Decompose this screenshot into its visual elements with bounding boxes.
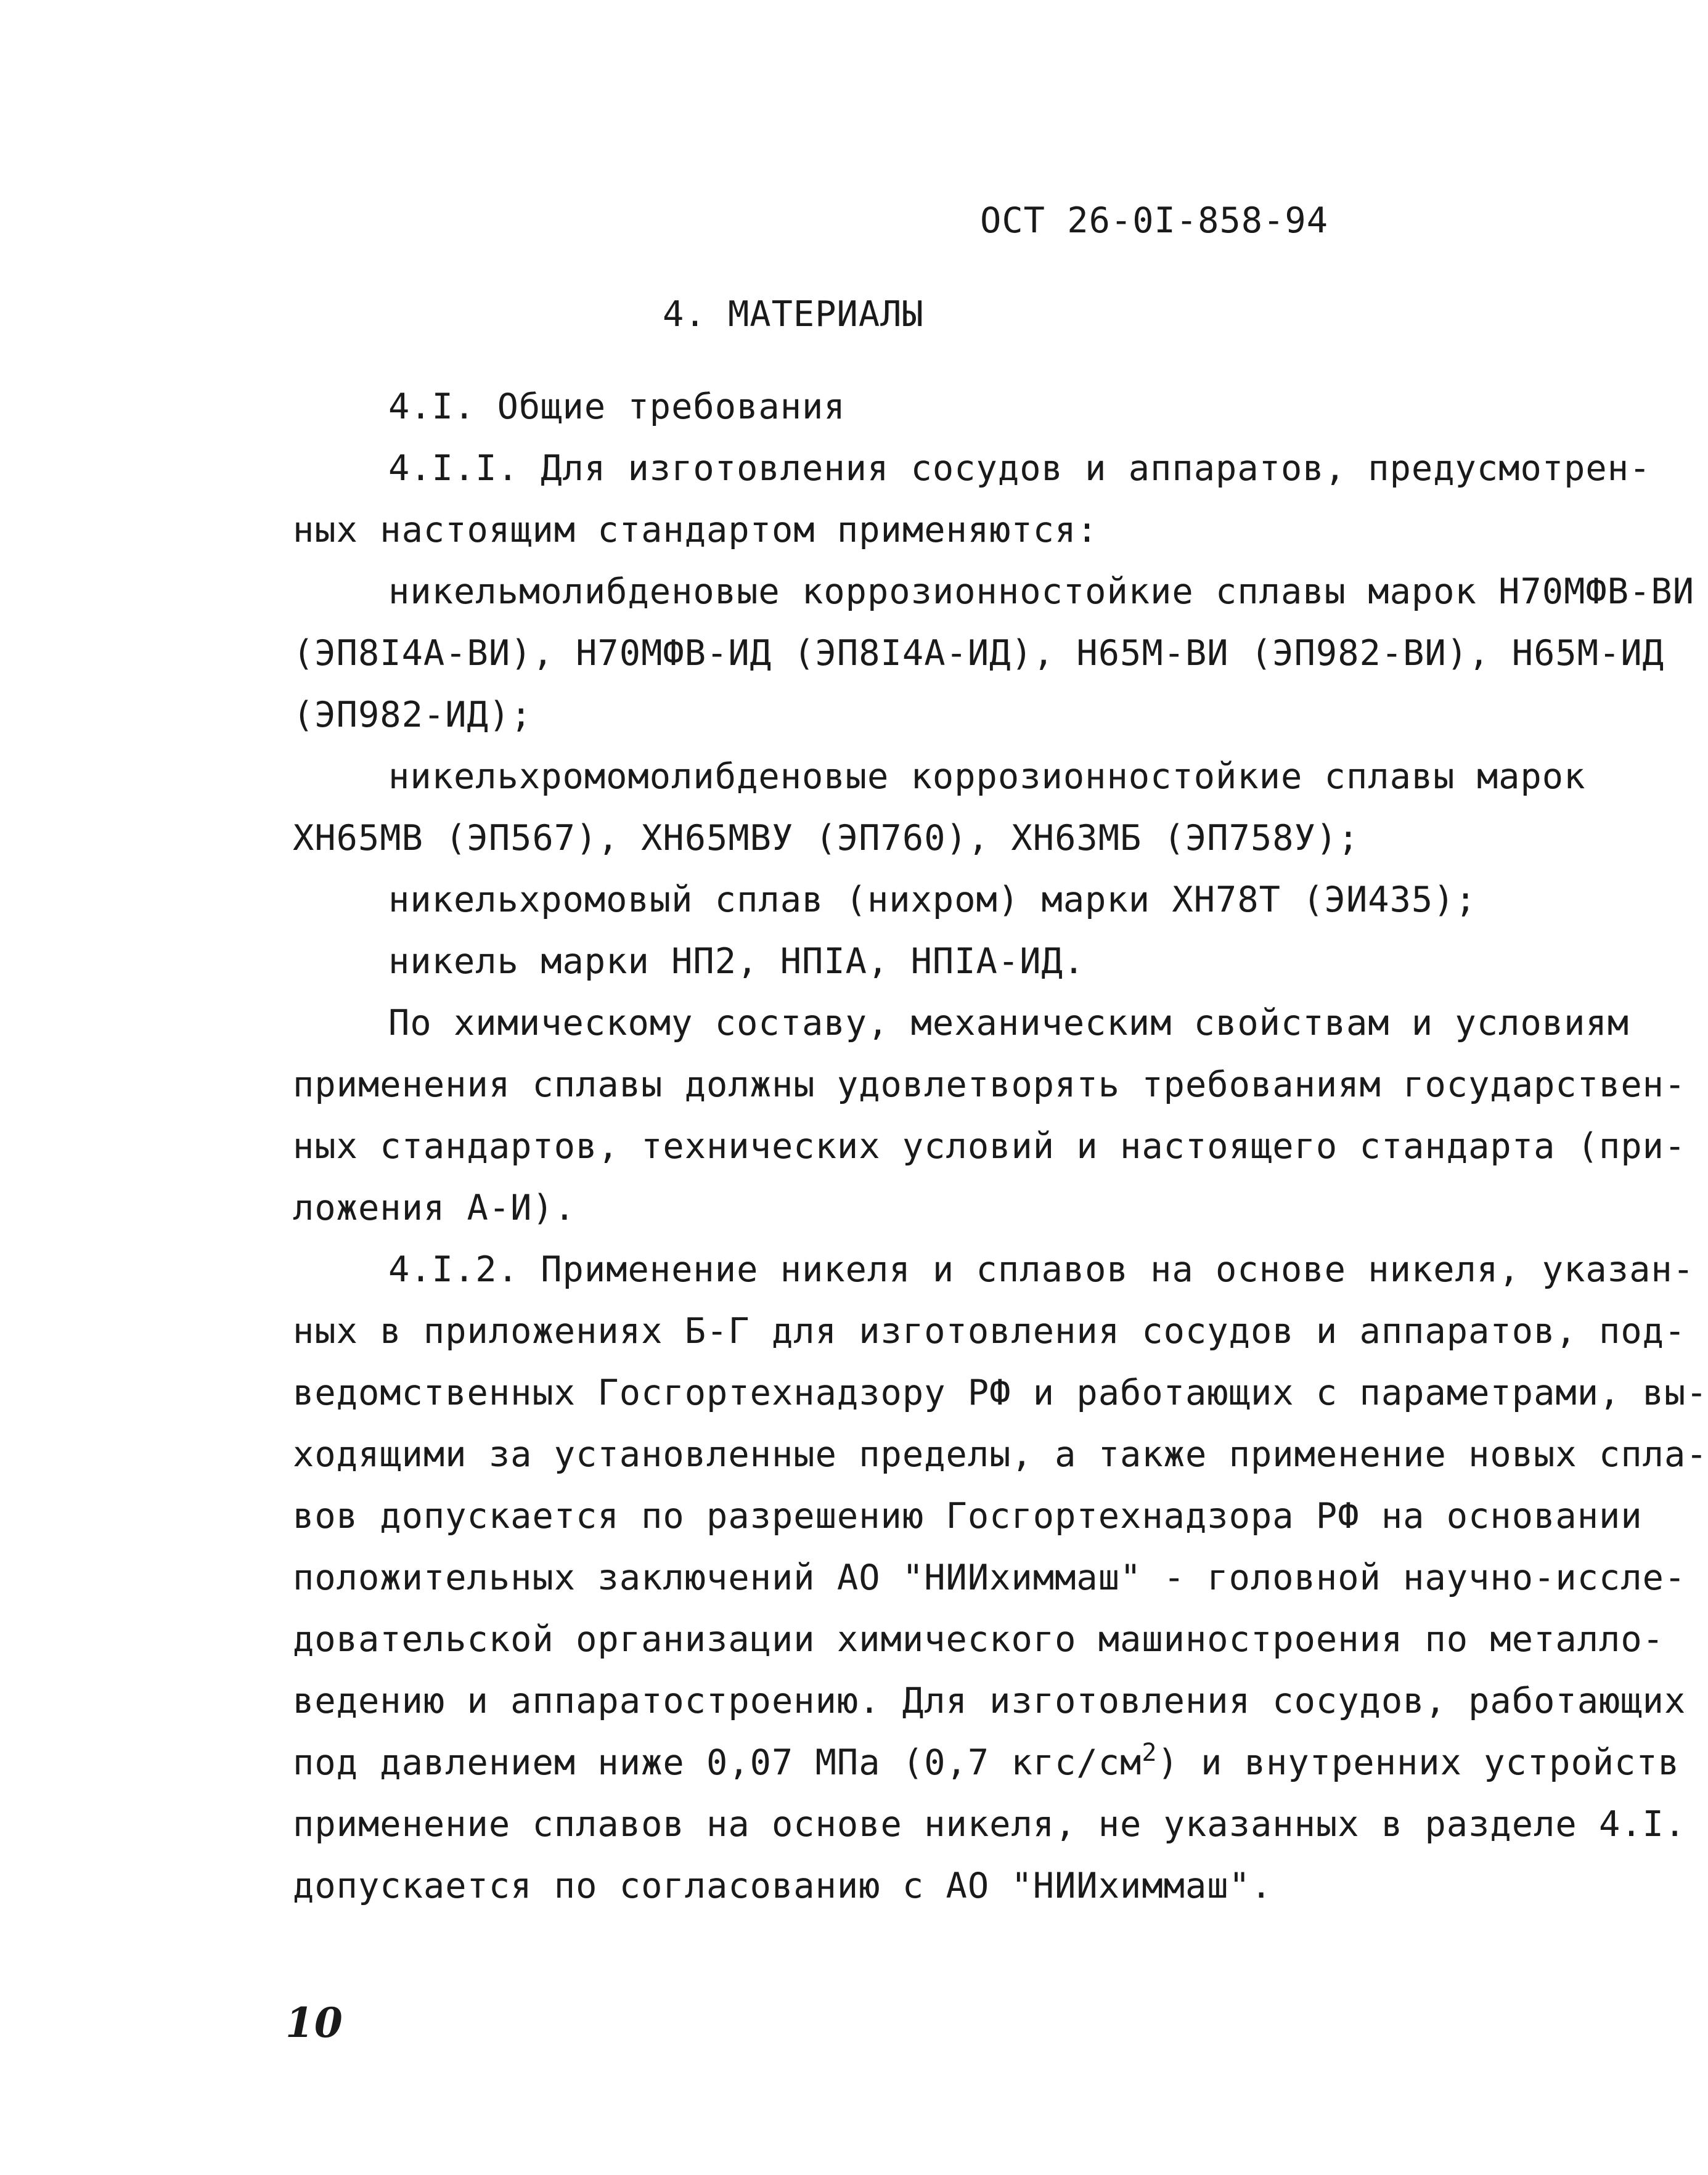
text-line-start: под давлением ниже 0,07 МПа (0,7 кгс/см <box>293 1742 1142 1783</box>
document-code: ОСТ 26-0I-858-94 <box>980 200 1329 241</box>
text-line <box>293 1739 1680 1783</box>
page-number: 10 <box>285 1999 343 2047</box>
text-line: ведению и аппаратостроению. Для изготовления сосудов, работающих <box>293 1681 1686 1721</box>
text-line: (ЭП982-ИД); <box>293 695 533 735</box>
text-line: (ЭП8I4А-ВИ), Н70МФВ-ИД (ЭП8I4А-ИД), Н65М-ВИ (ЭП982-ВИ), Н65М-ИД <box>293 633 1664 674</box>
text-line: никельмолибденовые коррозионностойкие сплавы марок Н70МФВ-ВИ <box>388 571 1695 612</box>
text-line: ведомственных Госгортехнадзору РФ и работающих с параметрами, вы- <box>293 1373 1708 1413</box>
text-line: применения сплавы должны удовлетворять требованиям государствен- <box>293 1064 1686 1105</box>
text-line: 4.I.I. Для изготовления сосудов и аппаратов, предусмотрен- <box>388 448 1651 489</box>
text-line: ных в приложениях Б-Г для изготовления сосудов и аппаратов, под- <box>293 1311 1686 1352</box>
text-line: довательской организации химического машиностроения по металло- <box>293 1619 1664 1660</box>
subsection-title: 4.I. Общие требования <box>388 386 846 427</box>
text-line: никельхромомолибденовые коррозионностойкие сплавы марок <box>388 756 1586 797</box>
text-line: ложения А-И). <box>293 1188 576 1228</box>
text-line: 4.I.2. Применение никеля и сплавов на основе никеля, указан- <box>388 1249 1695 1290</box>
text-line: По химическому составу, механическим свойствам и условиям <box>388 1003 1630 1043</box>
text-line: никель марки НП2, НПIА, НПIА-ИД. <box>388 941 1085 982</box>
text-line: никельхромовый сплав (нихром) марки ХН78Т (ЭИ435); <box>388 879 1477 920</box>
text-line: ных стандартов, технических условий и настоящего стандарта (при- <box>293 1126 1686 1167</box>
text-line: ХН65МВ (ЭП567), ХН65МВУ (ЭП760), ХН63МБ (ЭП758У); <box>293 818 1360 859</box>
text-line: ходящими за установленные пределы, а также применение новых спла- <box>293 1434 1708 1475</box>
superscript: 2 <box>1142 1739 1158 1767</box>
text-line-end: ) и внутренних устройств <box>1157 1742 1680 1783</box>
text-line: применение сплавов на основе никеля, не указанных в разделе 4.I. <box>293 1804 1686 1845</box>
text-line: вов допускается по разрешению Госгортехнадзора РФ на основании <box>293 1496 1643 1536</box>
text-line: ных настоящим стандартом применяются: <box>293 510 1098 550</box>
text-line: допускается по согласованию с АО "НИИхиммаш". <box>293 1866 1273 1906</box>
section-title: 4. МАТЕРИАЛЫ <box>663 294 924 335</box>
text-line: положительных заключений АО "НИИхиммаш" - головной научно-иссле- <box>293 1557 1686 1598</box>
